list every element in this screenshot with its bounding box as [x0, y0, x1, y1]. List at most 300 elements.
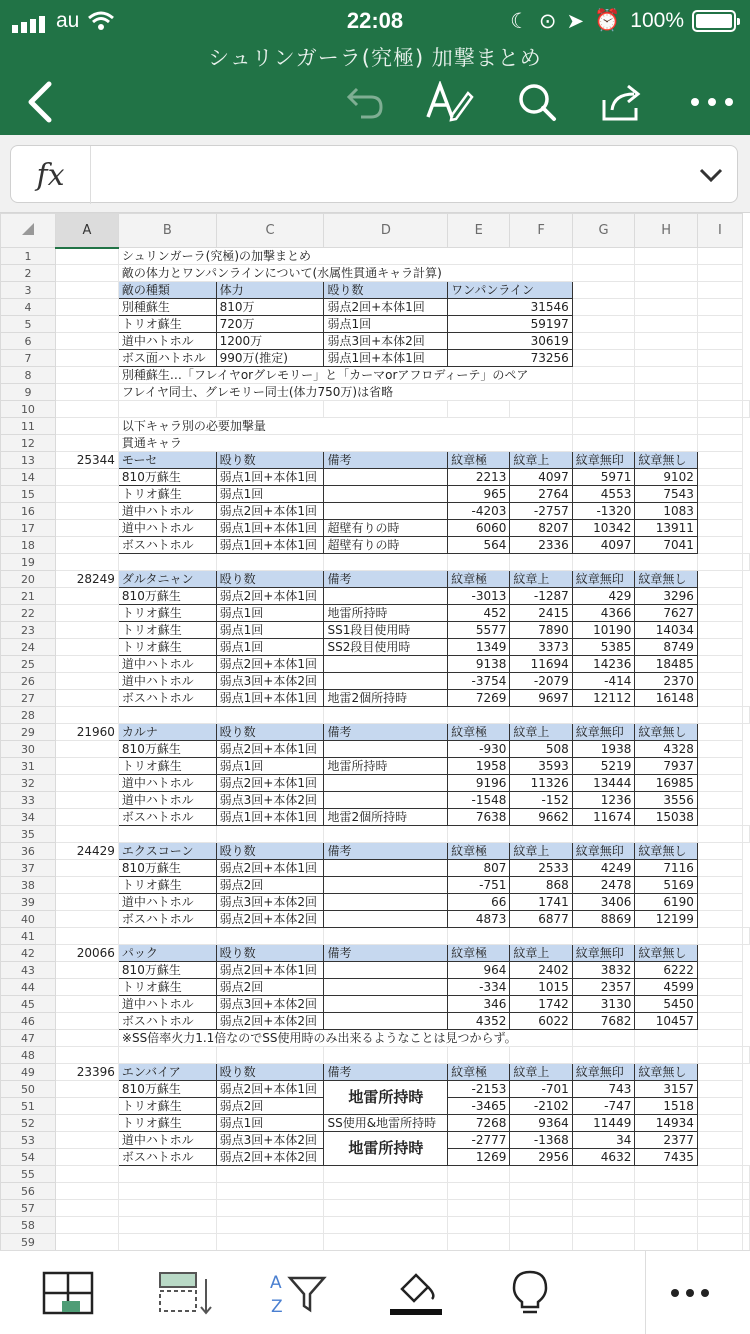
cell[interactable]: 2402: [510, 962, 572, 979]
cell[interactable]: [324, 673, 448, 690]
cell-empty[interactable]: [697, 928, 742, 945]
cell[interactable]: 9138: [448, 656, 510, 673]
cell-empty[interactable]: [697, 367, 742, 384]
cell[interactable]: 8749: [635, 639, 698, 656]
row-header[interactable]: 34: [1, 809, 56, 826]
row-header[interactable]: 48: [1, 1047, 56, 1064]
cell-empty[interactable]: [510, 826, 572, 843]
cell[interactable]: 道中ハトホル: [118, 775, 216, 792]
cell[interactable]: 備考: [324, 945, 448, 962]
sheet-view-icon[interactable]: [38, 1267, 98, 1319]
cell-empty[interactable]: [572, 707, 635, 724]
cell[interactable]: 地雷所持時: [324, 758, 448, 775]
cell[interactable]: 2956: [510, 1149, 572, 1166]
cell-text[interactable]: ※SS倍率火力1.1倍なのでSS使用時のみ出来るようなことは見つからず。: [118, 1030, 572, 1047]
cell-empty[interactable]: [572, 350, 635, 367]
cell-empty[interactable]: [510, 1234, 572, 1251]
cell-empty[interactable]: [324, 1234, 448, 1251]
cell[interactable]: -2757: [510, 503, 572, 520]
cell[interactable]: 殴り数: [216, 571, 324, 588]
cell[interactable]: 弱点2回: [216, 877, 324, 894]
cell[interactable]: 4249: [572, 860, 635, 877]
column-header-h[interactable]: H: [635, 214, 698, 248]
cell-empty[interactable]: [448, 707, 510, 724]
cell-empty[interactable]: [697, 1166, 742, 1183]
cell-a[interactable]: [55, 316, 118, 333]
row-header[interactable]: 43: [1, 962, 56, 979]
cell-empty[interactable]: [743, 928, 750, 945]
row-header[interactable]: 4: [1, 299, 56, 316]
cell[interactable]: 1236: [572, 792, 635, 809]
cell-a[interactable]: [55, 639, 118, 656]
cell[interactable]: -334: [448, 979, 510, 996]
cell[interactable]: [324, 1013, 448, 1030]
cell-empty[interactable]: [635, 928, 698, 945]
cell[interactable]: 地雷所持時: [324, 605, 448, 622]
cell-a[interactable]: [55, 996, 118, 1013]
cell[interactable]: 道中ハトホル: [118, 996, 216, 1013]
cell[interactable]: 紋章無し: [635, 1064, 698, 1081]
row-header[interactable]: 26: [1, 673, 56, 690]
cell-empty[interactable]: [510, 1047, 572, 1064]
cell-empty[interactable]: [635, 367, 698, 384]
cell-text[interactable]: 以下キャラ別の必要加撃量: [118, 418, 572, 435]
column-header-g[interactable]: G: [572, 214, 635, 248]
cell-empty[interactable]: [324, 401, 448, 418]
cell-empty[interactable]: [635, 1183, 698, 1200]
cell[interactable]: 紋章極: [448, 843, 510, 860]
cell-empty[interactable]: [118, 928, 216, 945]
cell-empty[interactable]: [572, 282, 635, 299]
row-header[interactable]: 45: [1, 996, 56, 1013]
cell-empty[interactable]: [324, 928, 448, 945]
document-title[interactable]: シュリンガーラ(究極) 加撃まとめ: [208, 46, 542, 70]
cell-empty[interactable]: [635, 316, 698, 333]
cell[interactable]: 4599: [635, 979, 698, 996]
cell[interactable]: 4097: [510, 469, 572, 486]
cell[interactable]: 弱点1回+本体1回: [216, 537, 324, 554]
cell[interactable]: 紋章上: [510, 571, 572, 588]
cell-a[interactable]: [55, 979, 118, 996]
cell-empty[interactable]: [697, 282, 742, 299]
cell[interactable]: 743: [572, 1081, 635, 1098]
cell[interactable]: トリオ蘇生: [118, 639, 216, 656]
cell[interactable]: 弱点1回+本体1回: [216, 520, 324, 537]
cell-empty[interactable]: [216, 928, 324, 945]
cell[interactable]: 敵の種類: [118, 282, 216, 299]
cell-a[interactable]: [55, 1081, 118, 1098]
cell-empty[interactable]: [743, 554, 750, 571]
cell[interactable]: 紋章上: [510, 724, 572, 741]
cell-empty[interactable]: [697, 605, 742, 622]
cell[interactable]: 9196: [448, 775, 510, 792]
row-header[interactable]: 50: [1, 1081, 56, 1098]
cell-empty[interactable]: [697, 571, 742, 588]
cell-empty[interactable]: [697, 1013, 742, 1030]
cell-empty[interactable]: [635, 554, 698, 571]
search-icon[interactable]: [513, 78, 561, 126]
cell[interactable]: 2764: [510, 486, 572, 503]
chevron-down-icon[interactable]: [699, 168, 723, 182]
cell[interactable]: -1287: [510, 588, 572, 605]
cell[interactable]: SS2段目使用時: [324, 639, 448, 656]
cell-a[interactable]: [55, 877, 118, 894]
row-header[interactable]: 1: [1, 248, 56, 265]
cell[interactable]: 810万蘇生: [118, 469, 216, 486]
row-header[interactable]: 28: [1, 707, 56, 724]
cell-empty[interactable]: [697, 1200, 742, 1217]
row-header[interactable]: 15: [1, 486, 56, 503]
cell[interactable]: 4632: [572, 1149, 635, 1166]
cell[interactable]: 弱点3回+本体2回: [216, 1132, 324, 1149]
cell-empty[interactable]: [572, 1200, 635, 1217]
cell-empty[interactable]: [697, 520, 742, 537]
cell[interactable]: 弱点3回+本体2回: [324, 333, 448, 350]
cell[interactable]: -3465: [448, 1098, 510, 1115]
cell-text[interactable]: シュリンガーラ(究極)の加撃まとめ: [118, 248, 572, 265]
cell-empty[interactable]: [324, 554, 448, 571]
cell[interactable]: トリオ蘇生: [118, 1115, 216, 1132]
cell[interactable]: -751: [448, 877, 510, 894]
undo-icon[interactable]: [341, 78, 389, 126]
cell-a[interactable]: [55, 656, 118, 673]
cell-empty[interactable]: [572, 1234, 635, 1251]
cell[interactable]: [324, 503, 448, 520]
cell[interactable]: 地雷所持時: [324, 1132, 448, 1166]
row-header[interactable]: 10: [1, 401, 56, 418]
cell[interactable]: ボスハトホル: [118, 1013, 216, 1030]
cell-grid[interactable]: [0, 213, 750, 1250]
cell-a[interactable]: [55, 486, 118, 503]
cell[interactable]: 868: [510, 877, 572, 894]
cell[interactable]: 紋章極: [448, 452, 510, 469]
cell[interactable]: 備考: [324, 843, 448, 860]
cell-a[interactable]: [55, 350, 118, 367]
cell[interactable]: 11449: [572, 1115, 635, 1132]
cell[interactable]: 殴り数: [216, 945, 324, 962]
cell-a[interactable]: 25344: [55, 452, 118, 469]
cell-empty[interactable]: [448, 1217, 510, 1234]
cell-empty[interactable]: [697, 656, 742, 673]
cell-a[interactable]: [55, 1183, 118, 1200]
cell[interactable]: 備考: [324, 1064, 448, 1081]
cell[interactable]: 弱点2回+本体1回: [216, 860, 324, 877]
cell[interactable]: ワンパンライン: [448, 282, 573, 299]
cell-a[interactable]: [55, 418, 118, 435]
cell[interactable]: -1320: [572, 503, 635, 520]
cell-empty[interactable]: [635, 265, 698, 282]
cell-empty[interactable]: [743, 1200, 750, 1217]
cell-empty[interactable]: [697, 1030, 742, 1047]
cell-empty[interactable]: [697, 1234, 742, 1251]
cell-empty[interactable]: [572, 316, 635, 333]
cell[interactable]: 6190: [635, 894, 698, 911]
format-icon[interactable]: [426, 78, 474, 126]
row-header[interactable]: 21: [1, 588, 56, 605]
cell-a[interactable]: [55, 503, 118, 520]
cell-empty[interactable]: [697, 1115, 742, 1132]
cell-empty[interactable]: [697, 248, 742, 265]
cell-empty[interactable]: [743, 707, 750, 724]
cell-empty[interactable]: [118, 1183, 216, 1200]
cell-empty[interactable]: [635, 707, 698, 724]
row-header[interactable]: 39: [1, 894, 56, 911]
cell-empty[interactable]: [572, 435, 635, 452]
cell-empty[interactable]: [697, 1064, 742, 1081]
cell-empty[interactable]: [743, 1234, 750, 1251]
cell-empty[interactable]: [635, 435, 698, 452]
share-icon[interactable]: [598, 78, 646, 126]
cell[interactable]: 1083: [635, 503, 698, 520]
cell[interactable]: 1958: [448, 758, 510, 775]
cell[interactable]: 紋章無印: [572, 843, 635, 860]
row-header[interactable]: 57: [1, 1200, 56, 1217]
column-header-e[interactable]: E: [448, 214, 510, 248]
column-header-b[interactable]: B: [118, 214, 216, 248]
cell-empty[interactable]: [118, 826, 216, 843]
cell[interactable]: 3556: [635, 792, 698, 809]
cell-a[interactable]: [55, 928, 118, 945]
cell-a[interactable]: [55, 1132, 118, 1149]
cell-empty[interactable]: [448, 401, 510, 418]
cell[interactable]: 体力: [216, 282, 324, 299]
cell-empty[interactable]: [635, 384, 698, 401]
cell[interactable]: [324, 962, 448, 979]
cell[interactable]: -152: [510, 792, 572, 809]
cell-a[interactable]: [55, 1200, 118, 1217]
cell[interactable]: 弱点2回+本体2回: [216, 1149, 324, 1166]
cell[interactable]: 10190: [572, 622, 635, 639]
cell[interactable]: 道中ハトホル: [118, 673, 216, 690]
cell[interactable]: 弱点1回+本体1回: [216, 809, 324, 826]
cell[interactable]: 4366: [572, 605, 635, 622]
cell[interactable]: 弱点1回+本体1回: [216, 469, 324, 486]
cell-empty[interactable]: [324, 1200, 448, 1217]
cell-empty[interactable]: [216, 707, 324, 724]
cell[interactable]: 1269: [448, 1149, 510, 1166]
cell[interactable]: 34: [572, 1132, 635, 1149]
cell-empty[interactable]: [635, 299, 698, 316]
cell[interactable]: トリオ蘇生: [118, 622, 216, 639]
cell-empty[interactable]: [697, 1183, 742, 1200]
cell-a[interactable]: [55, 911, 118, 928]
ideas-icon[interactable]: [500, 1267, 560, 1319]
row-header[interactable]: 35: [1, 826, 56, 843]
row-header[interactable]: 11: [1, 418, 56, 435]
cell[interactable]: 11674: [572, 809, 635, 826]
cell-empty[interactable]: [572, 401, 635, 418]
cell-empty[interactable]: [697, 911, 742, 928]
cell-text[interactable]: 敵の体力とワンパンラインについて(水属性貫通キャラ計算): [118, 265, 572, 282]
cell[interactable]: トリオ蘇生: [118, 979, 216, 996]
cell-a[interactable]: [55, 622, 118, 639]
cell[interactable]: -2777: [448, 1132, 510, 1149]
column-header-f[interactable]: F: [510, 214, 572, 248]
cell[interactable]: [324, 911, 448, 928]
cell-empty[interactable]: [510, 401, 572, 418]
filter-icon[interactable]: [268, 1267, 328, 1319]
cell-a[interactable]: [55, 1047, 118, 1064]
cell-empty[interactable]: [510, 928, 572, 945]
cell[interactable]: 12199: [635, 911, 698, 928]
cell-empty[interactable]: [118, 1047, 216, 1064]
cell[interactable]: 810万蘇生: [118, 1081, 216, 1098]
cell[interactable]: 4097: [572, 537, 635, 554]
cell[interactable]: 10342: [572, 520, 635, 537]
cell[interactable]: 紋章無印: [572, 724, 635, 741]
cell[interactable]: 14236: [572, 656, 635, 673]
row-header[interactable]: 18: [1, 537, 56, 554]
cell-a[interactable]: [55, 265, 118, 282]
cell-empty[interactable]: [324, 707, 448, 724]
cell-empty[interactable]: [216, 1183, 324, 1200]
row-header[interactable]: 53: [1, 1132, 56, 1149]
cell[interactable]: 6877: [510, 911, 572, 928]
cell[interactable]: 備考: [324, 724, 448, 741]
cell-empty[interactable]: [697, 996, 742, 1013]
row-header[interactable]: 20: [1, 571, 56, 588]
cell[interactable]: 10457: [635, 1013, 698, 1030]
cell-empty[interactable]: [635, 1166, 698, 1183]
cell-empty[interactable]: [572, 1217, 635, 1234]
cell[interactable]: 道中ハトホル: [118, 894, 216, 911]
cell[interactable]: 18485: [635, 656, 698, 673]
cell[interactable]: 810万蘇生: [118, 962, 216, 979]
cell-a[interactable]: [55, 299, 118, 316]
cell[interactable]: 7041: [635, 537, 698, 554]
cell-empty[interactable]: [697, 826, 742, 843]
cell[interactable]: 弱点2回+本体1回: [216, 1081, 324, 1098]
cell-empty[interactable]: [448, 1166, 510, 1183]
cell[interactable]: 紋章極: [448, 724, 510, 741]
cell[interactable]: 4328: [635, 741, 698, 758]
cell-empty[interactable]: [118, 1234, 216, 1251]
cell[interactable]: 6060: [448, 520, 510, 537]
cell-empty[interactable]: [697, 894, 742, 911]
cell-a[interactable]: [55, 1115, 118, 1132]
row-header[interactable]: 59: [1, 1234, 56, 1251]
cell[interactable]: 紋章無し: [635, 571, 698, 588]
cell[interactable]: ボスハトホル: [118, 1149, 216, 1166]
cell[interactable]: 73256: [448, 350, 573, 367]
cell[interactable]: 31546: [448, 299, 573, 316]
cell[interactable]: -701: [510, 1081, 572, 1098]
cell-empty[interactable]: [118, 1166, 216, 1183]
cell[interactable]: 810万蘇生: [118, 588, 216, 605]
cell-empty[interactable]: [697, 673, 742, 690]
cell[interactable]: [324, 894, 448, 911]
cell[interactable]: 紋章極: [448, 945, 510, 962]
cell[interactable]: 2357: [572, 979, 635, 996]
cell[interactable]: 3130: [572, 996, 635, 1013]
cell[interactable]: 2370: [635, 673, 698, 690]
cell-a[interactable]: [55, 707, 118, 724]
cell-empty[interactable]: [697, 707, 742, 724]
row-header[interactable]: 55: [1, 1166, 56, 1183]
cell[interactable]: 弱点2回+本体1回: [216, 962, 324, 979]
row-header[interactable]: 44: [1, 979, 56, 996]
cell[interactable]: 弱点1回: [216, 1115, 324, 1132]
column-header-d[interactable]: D: [324, 214, 448, 248]
cell[interactable]: 5577: [448, 622, 510, 639]
cell-empty[interactable]: [697, 554, 742, 571]
corner-select-all[interactable]: [1, 214, 56, 248]
cell-empty[interactable]: [324, 826, 448, 843]
cell[interactable]: 弱点1回+本体1回: [216, 690, 324, 707]
cell-empty[interactable]: [118, 1200, 216, 1217]
cell-empty[interactable]: [448, 554, 510, 571]
cell[interactable]: 564: [448, 537, 510, 554]
cell[interactable]: 弱点2回+本体1回: [216, 588, 324, 605]
cell[interactable]: 弱点3回+本体2回: [216, 673, 324, 690]
cell-empty[interactable]: [448, 1200, 510, 1217]
cell-empty[interactable]: [510, 1183, 572, 1200]
cell[interactable]: 道中ハトホル: [118, 656, 216, 673]
cell[interactable]: ボスハトホル: [118, 537, 216, 554]
row-header[interactable]: 14: [1, 469, 56, 486]
sort-icon[interactable]: [156, 1267, 216, 1319]
cell-empty[interactable]: [743, 1047, 750, 1064]
cell[interactable]: 720万: [216, 316, 324, 333]
cell[interactable]: -1548: [448, 792, 510, 809]
cell[interactable]: 弱点2回: [216, 979, 324, 996]
cell[interactable]: -2079: [510, 673, 572, 690]
cell-empty[interactable]: [697, 486, 742, 503]
cell-empty[interactable]: [697, 962, 742, 979]
cell[interactable]: モーセ: [118, 452, 216, 469]
cell[interactable]: パック: [118, 945, 216, 962]
cell-a[interactable]: [55, 741, 118, 758]
cell-a[interactable]: 23396: [55, 1064, 118, 1081]
cell[interactable]: 807: [448, 860, 510, 877]
cell[interactable]: 1938: [572, 741, 635, 758]
cell[interactable]: 7269: [448, 690, 510, 707]
cell-empty[interactable]: [697, 1217, 742, 1234]
cell[interactable]: 道中ハトホル: [118, 333, 216, 350]
cell[interactable]: 弱点3回+本体2回: [216, 996, 324, 1013]
row-header[interactable]: 23: [1, 622, 56, 639]
more-icon[interactable]: [688, 78, 736, 126]
cell-empty[interactable]: [510, 1200, 572, 1217]
row-header[interactable]: 30: [1, 741, 56, 758]
cell[interactable]: 備考: [324, 571, 448, 588]
cell[interactable]: 9697: [510, 690, 572, 707]
cell[interactable]: 7638: [448, 809, 510, 826]
row-header[interactable]: 31: [1, 758, 56, 775]
cell-empty[interactable]: [635, 282, 698, 299]
cell-empty[interactable]: [697, 316, 742, 333]
cell[interactable]: 紋章上: [510, 1064, 572, 1081]
cell-empty[interactable]: [216, 1166, 324, 1183]
cell[interactable]: 3406: [572, 894, 635, 911]
cell[interactable]: 9364: [510, 1115, 572, 1132]
cell-empty[interactable]: [118, 707, 216, 724]
row-header[interactable]: 37: [1, 860, 56, 877]
cell-empty[interactable]: [510, 707, 572, 724]
cell[interactable]: 66: [448, 894, 510, 911]
cell[interactable]: 964: [448, 962, 510, 979]
cell-empty[interactable]: [572, 1047, 635, 1064]
cell[interactable]: 5971: [572, 469, 635, 486]
row-header[interactable]: 32: [1, 775, 56, 792]
cell[interactable]: 2377: [635, 1132, 698, 1149]
cell[interactable]: 弱点1回: [216, 605, 324, 622]
column-header-a[interactable]: A: [55, 214, 118, 248]
cell[interactable]: 道中ハトホル: [118, 520, 216, 537]
cell[interactable]: 429: [572, 588, 635, 605]
cell[interactable]: 13444: [572, 775, 635, 792]
cell[interactable]: 6222: [635, 962, 698, 979]
